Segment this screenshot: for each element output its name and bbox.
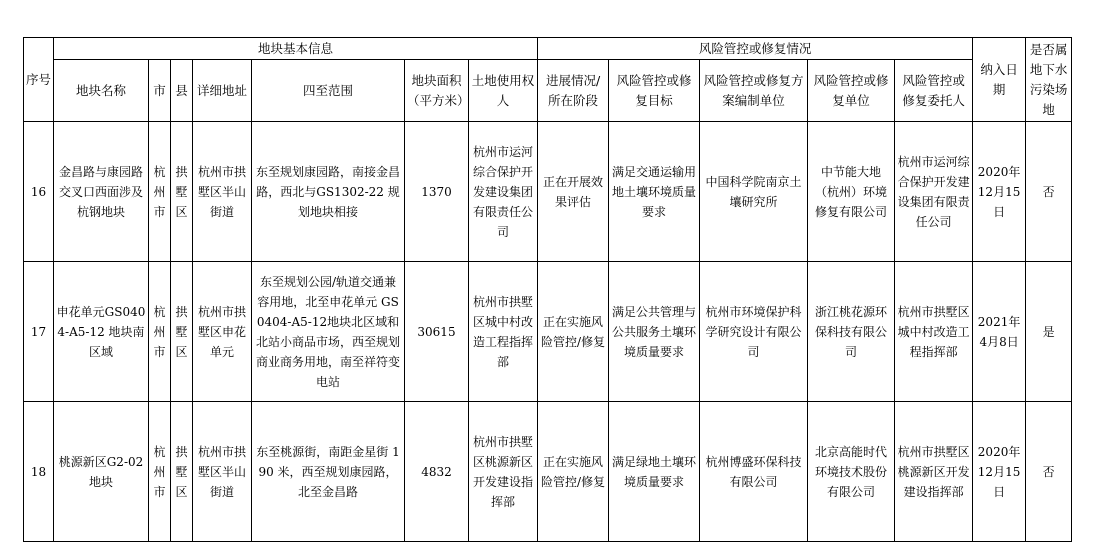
cell-groundwater: 是: [1026, 262, 1072, 402]
cell-repair-unit: 北京高能时代环境技术股份有限公司: [808, 402, 895, 542]
cell-progress: 正在开展效果评估: [538, 122, 609, 262]
header-repair-unit: 风险管控或修复单位: [808, 60, 895, 122]
cell-seq: 16: [24, 122, 54, 262]
cell-name: 桃源新区G2-02 地块: [54, 402, 149, 542]
header-county: 县: [171, 60, 193, 122]
cell-seq: 17: [24, 262, 54, 402]
header-group-risk: 风险管控或修复情况: [538, 38, 973, 60]
cell-bounds: 东至桃源街，南距金星街 190 米，西至规划康园路，北至金昌路: [252, 402, 405, 542]
header-sub-row: [24, 60, 1072, 122]
cell-target: 满足绿地土壤环境质量要求: [609, 402, 700, 542]
header-owner: 土地使用权人: [469, 60, 538, 122]
cell-owner: 杭州市运河综合保护开发建设集团有限责任公司: [469, 122, 538, 262]
land-table: [23, 37, 1072, 542]
cell-date: 2021年4月8日: [973, 262, 1026, 402]
cell-county: 拱墅区: [171, 262, 193, 402]
header-client: 风险管控或修复委托人: [895, 60, 973, 122]
cell-repair-unit: 中节能大地（杭州）环境修复有限公司: [808, 122, 895, 262]
cell-city: 杭州市: [149, 402, 171, 542]
cell-area: 4832: [405, 402, 469, 542]
cell-groundwater: 否: [1026, 122, 1072, 262]
cell-city: 杭州市: [149, 262, 171, 402]
header-city: 市: [149, 60, 171, 122]
table-row: [24, 122, 1072, 262]
header-seq: 序号: [24, 38, 54, 122]
header-target: 风险管控或修复目标: [609, 60, 700, 122]
cell-client: 杭州市拱墅区城中村改造工程指挥部: [895, 262, 973, 402]
table-row: [24, 402, 1072, 542]
header-group-basic: 地块基本信息: [54, 38, 538, 60]
cell-seq: 18: [24, 402, 54, 542]
header-area: 地块面积（平方米）: [405, 60, 469, 122]
cell-city: 杭州市: [149, 122, 171, 262]
cell-target: 满足公共管理与公共服务土壤环境质量要求: [609, 262, 700, 402]
cell-county: 拱墅区: [171, 402, 193, 542]
header-groundwater: 是否属地下水污染场地: [1026, 38, 1072, 122]
cell-groundwater: 否: [1026, 402, 1072, 542]
cell-date: 2020年12月15日: [973, 122, 1026, 262]
header-group-row: [24, 38, 1072, 60]
cell-date: 2020年12月15日: [973, 402, 1026, 542]
cell-owner: 杭州市拱墅区桃源新区开发建设指挥部: [469, 402, 538, 542]
cell-plan-unit: 杭州博盛环保科技有限公司: [700, 402, 808, 542]
cell-name: 金昌路与康园路交叉口西面涉及杭钢地块: [54, 122, 149, 262]
cell-client: 杭州市运河综合保护开发建设集团有限责任公司: [895, 122, 973, 262]
cell-plan-unit: 杭州市环境保护科学研究设计有限公司: [700, 262, 808, 402]
cell-address: 杭州市拱墅区半山街道: [193, 122, 252, 262]
cell-plan-unit: 中国科学院南京土壤研究所: [700, 122, 808, 262]
cell-address: 杭州市拱墅区半山街道: [193, 402, 252, 542]
header-name: 地块名称: [54, 60, 149, 122]
header-plan-unit: 风险管控或修复方案编制单位: [700, 60, 808, 122]
cell-area: 30615: [405, 262, 469, 402]
cell-repair-unit: 浙江桃花源环保科技有限公司: [808, 262, 895, 402]
header-bounds: 四至范围: [252, 60, 405, 122]
header-progress: 进展情况/所在阶段: [538, 60, 609, 122]
header-date: 纳入日期: [973, 38, 1026, 122]
cell-bounds: 东至规划公园/轨道交通兼容用地，北至申花单元 GS0404-A5-12地块北区域和北站小商品市场，西至规划商业商务用地，南至祥符变电站: [252, 262, 405, 402]
cell-county: 拱墅区: [171, 122, 193, 262]
cell-area: 1370: [405, 122, 469, 262]
table-row: [24, 262, 1072, 402]
cell-owner: 杭州市拱墅区城中村改造工程指挥部: [469, 262, 538, 402]
cell-client: 杭州市拱墅区桃源新区开发建设指挥部: [895, 402, 973, 542]
page: [23, 37, 1072, 542]
header-address: 详细地址: [193, 60, 252, 122]
cell-target: 满足交通运输用地土壤环境质量要求: [609, 122, 700, 262]
cell-progress: 正在实施风险管控/修复: [538, 402, 609, 542]
cell-name: 申花单元GS0404-A5-12 地块南区域: [54, 262, 149, 402]
cell-address: 杭州市拱墅区申花单元: [193, 262, 252, 402]
cell-bounds: 东至规划康园路，南接金昌路，西北与GS1302-22 规划地块相接: [252, 122, 405, 262]
cell-progress: 正在实施风险管控/修复: [538, 262, 609, 402]
